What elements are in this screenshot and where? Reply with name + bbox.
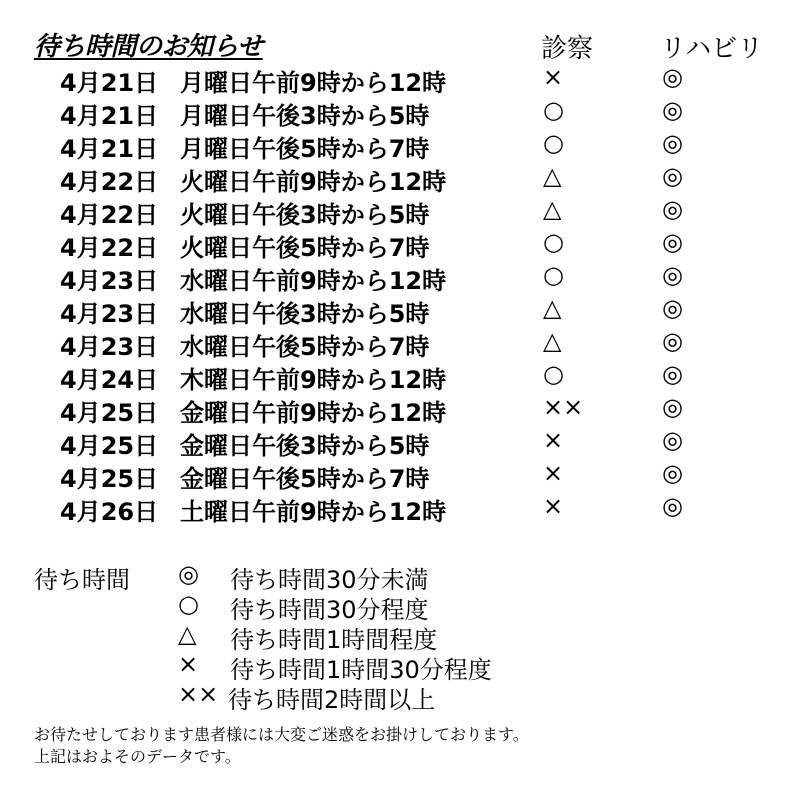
row-time-slot: 水曜日午前9時から12時	[180, 267, 447, 295]
rehab-wait-symbol: ◎	[662, 228, 683, 256]
table-row	[0, 292, 787, 328]
row-date: 4月23日	[60, 333, 159, 361]
exam-column-header: 診察	[541, 34, 594, 64]
rehab-wait-symbol: ◎	[662, 63, 683, 91]
rehab-wait-symbol: ◎	[662, 492, 683, 520]
rehab-wait-symbol: ◎	[662, 393, 683, 421]
rehab-wait-symbol: ◎	[662, 96, 683, 124]
table-row	[0, 325, 787, 361]
row-date: 4月22日	[60, 201, 159, 229]
legend-label: 待ち時間	[34, 566, 130, 594]
table-row	[0, 127, 787, 163]
legend-description: 待ち時間1時間程度	[230, 626, 438, 654]
table-row	[0, 391, 787, 427]
row-date: 4月22日	[60, 168, 159, 196]
table-row	[0, 160, 787, 196]
exam-wait-symbol: △	[543, 195, 562, 223]
legend-description: 待ち時間30分未満	[230, 566, 429, 594]
row-time-slot: 月曜日午前9時から12時	[180, 69, 447, 97]
exam-wait-symbol: ×	[543, 63, 564, 91]
rehab-wait-symbol: ◎	[662, 459, 683, 487]
approximation-note: 上記はおよそのデータです。	[34, 747, 241, 766]
legend-symbol: ◎	[178, 560, 199, 588]
table-row	[0, 424, 787, 460]
exam-wait-symbol: ×	[543, 426, 564, 454]
exam-wait-symbol: ×	[543, 459, 564, 487]
exam-wait-symbol: △	[543, 294, 562, 322]
rehab-wait-symbol: ◎	[662, 162, 683, 190]
row-date: 4月25日	[60, 432, 159, 460]
exam-wait-symbol: ××	[543, 393, 584, 421]
row-date: 4月21日	[60, 69, 159, 97]
row-date: 4月26日	[60, 498, 159, 526]
row-time-slot: 金曜日午後5時から7時	[180, 465, 430, 493]
exam-wait-symbol: ○	[543, 96, 564, 124]
legend-description: 待ち時間1時間30分程度	[230, 656, 492, 684]
row-date: 4月24日	[60, 366, 159, 394]
rehab-column-header: リハビリ	[660, 34, 764, 64]
row-time-slot: 土曜日午前9時から12時	[180, 498, 447, 526]
exam-wait-symbol: ○	[543, 228, 564, 256]
row-date: 4月23日	[60, 267, 159, 295]
row-time-slot: 月曜日午後5時から7時	[180, 135, 430, 163]
row-time-slot: 火曜日午前9時から12時	[180, 168, 447, 196]
rehab-wait-symbol: ◎	[662, 360, 683, 388]
legend-symbol: ××	[178, 680, 219, 708]
exam-wait-symbol: ○	[543, 129, 564, 157]
row-time-slot: 火曜日午後5時から7時	[180, 234, 430, 262]
legend-description: 待ち時間2時間以上	[228, 686, 436, 714]
exam-wait-symbol: △	[543, 327, 562, 355]
exam-wait-symbol: △	[543, 162, 562, 190]
row-date: 4月23日	[60, 300, 159, 328]
row-date: 4月22日	[60, 234, 159, 262]
legend-description: 待ち時間30分程度	[230, 596, 429, 624]
row-date: 4月25日	[60, 465, 159, 493]
legend-symbol: ○	[178, 590, 199, 618]
row-date: 4月25日	[60, 399, 159, 427]
row-time-slot: 月曜日午後3時から5時	[180, 102, 430, 130]
rehab-wait-symbol: ◎	[662, 294, 683, 322]
table-row	[0, 193, 787, 229]
table-row	[0, 226, 787, 262]
rehab-wait-symbol: ◎	[662, 327, 683, 355]
table-row	[0, 358, 787, 394]
rehab-wait-symbol: ◎	[662, 426, 683, 454]
legend-symbol: △	[178, 620, 197, 648]
rehab-wait-symbol: ◎	[662, 261, 683, 289]
apology-note: お待たせしております患者様には大変ご迷惑をお掛けしております。	[34, 725, 529, 744]
row-time-slot: 木曜日午前9時から12時	[180, 366, 447, 394]
row-time-slot: 水曜日午後3時から5時	[180, 300, 430, 328]
table-row	[0, 61, 787, 97]
row-time-slot: 水曜日午後5時から7時	[180, 333, 430, 361]
exam-wait-symbol: ×	[543, 492, 564, 520]
table-row	[0, 259, 787, 295]
row-time-slot: 火曜日午後3時から5時	[180, 201, 430, 229]
table-row	[0, 94, 787, 130]
row-time-slot: 金曜日午前9時から12時	[180, 399, 447, 427]
row-date: 4月21日	[60, 102, 159, 130]
rehab-wait-symbol: ◎	[662, 195, 683, 223]
row-time-slot: 金曜日午後3時から5時	[180, 432, 430, 460]
exam-wait-symbol: ○	[543, 360, 564, 388]
page-title: 待ち時間のお知らせ	[34, 32, 263, 62]
legend-symbol: ×	[178, 650, 199, 678]
rehab-wait-symbol: ◎	[662, 129, 683, 157]
row-date: 4月21日	[60, 135, 159, 163]
schedule-table	[0, 61, 787, 526]
table-row	[0, 457, 787, 493]
exam-wait-symbol: ○	[543, 261, 564, 289]
table-row	[0, 490, 787, 526]
